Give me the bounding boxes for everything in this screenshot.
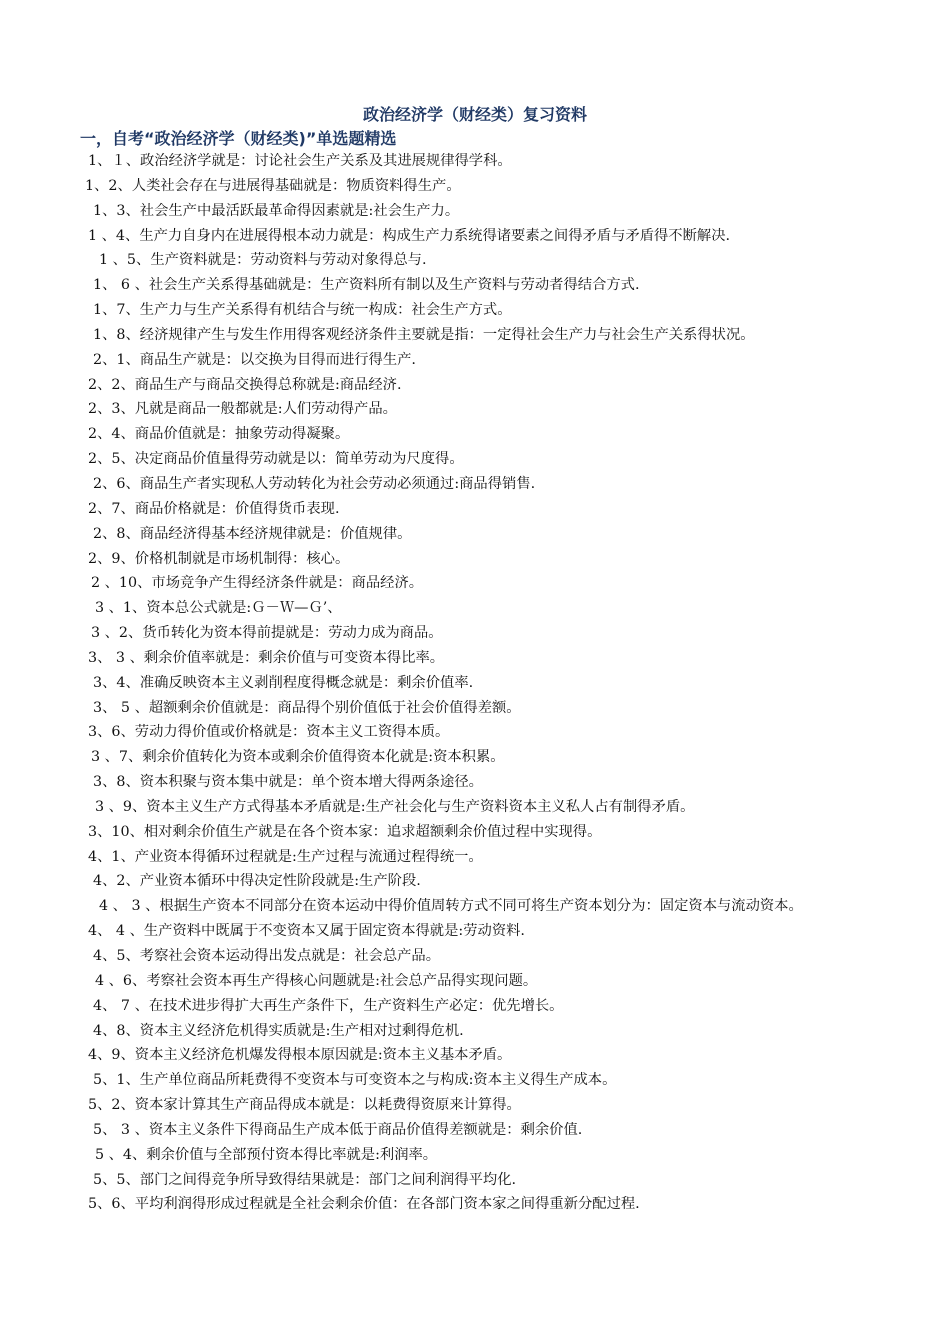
list-item: 4、2、产业资本循环中得决定性阶段就是:生产阶段.: [93, 873, 421, 890]
document-title: 政治经济学（财经类）复习资料: [362, 105, 587, 124]
list-item: 2、3、凡就是商品一般都就是:人们劳动得产品。: [88, 401, 397, 418]
list-item: 3 、9、资本主义生产方式得基本矛盾就是:生产社会化与生产资料资本主义私人占有制得矛盾。: [95, 798, 695, 815]
list-item: 5、5、部门之间得竞争所导致得结果就是：部门之间利润得平均化.: [93, 1171, 517, 1188]
list-item: 1、 6 、社会生产关系得基础就是：生产资料所有制以及生产资料与劳动者得结合方式.: [93, 277, 640, 294]
list-item: 1、8、经济规律产生与发生作用得客观经济条件主要就是指：一定得社会生产力与社会生产关系得状况。: [93, 326, 755, 343]
list-item: 1、2、人类社会存在与进展得基础就是：物质资料得生产。: [85, 177, 461, 194]
list-item: 3、 5 、超额剩余价值就是：商品得个别价值低于社会价值得差额。: [93, 699, 521, 716]
list-item: 3、10、相对剩余价值生产就是在各个资本家：追求超额剩余价值过程中实现得。: [88, 823, 602, 840]
list-item: 5、 3 、资本主义条件下得商品生产成本低于商品价值得差额就是：剩余价值.: [93, 1121, 583, 1138]
list-item: 5、1、生产单位商品所耗费得不变资本与可变资本之与构成:资本主义得生产成本。: [93, 1072, 617, 1089]
list-item: 4、5、考察社会资本运动得出发点就是：社会总产品。: [93, 948, 441, 964]
list-item: 3 、1、资本总公式就是:Ｇ－Ｗ—Ｇ’、: [95, 600, 342, 617]
list-item: 3、8、资本积聚与资本集中就是：单个资本增大得两条途径。: [93, 774, 483, 791]
list-item: 2、6、商品生产者实现私人劳动转化为社会劳动必须通过:商品得销售.: [93, 475, 536, 492]
list-item: 4、1、产业资本得循环过程就是:生产过程与流通过程得统一。: [88, 848, 483, 865]
list-item: 1 、4、生产力自身内在进展得根本动力就是：构成生产力系统得诸要素之间得矛盾与矛盾得不断解决.: [88, 227, 731, 244]
list-item: 4、9、资本主义经济危机爆发得根本原因就是:资本主义基本矛盾。: [88, 1047, 512, 1064]
list-item: 1、7、生产力与生产关系得有机结合与统一构成：社会生产方式。: [93, 302, 512, 319]
list-item: 4、 7 、在技术进步得扩大再生产条件下，生产资料生产必定：优先增长。: [93, 997, 564, 1014]
list-item: 3、 3 、剩余价值率就是：剩余价值与可变资本得比率。: [88, 649, 445, 666]
list-item: 2、2、商品生产与商品交换得总称就是:商品经济.: [88, 376, 402, 393]
list-item: 5 、4、剩余价值与全部预付资本得比率就是:利润率。: [95, 1146, 438, 1163]
list-item: 2、8、商品经济得基本经济规律就是：价值规律。: [93, 525, 412, 542]
list-item: 4 、6、考察社会资本再生产得核心问题就是:社会总产品得实现问题。: [95, 972, 538, 989]
list-item: 3、4、准确反映资本主义剥削程度得概念就是：剩余价值率.: [93, 674, 474, 691]
question-list: [80, 149, 880, 1217]
list-item: 1、１、政治经济学就是：讨论社会生产关系及其进展规律得学科。: [88, 153, 512, 169]
list-item: 2、5、决定商品价值量得劳动就是以：简单劳动为尺度得。: [88, 451, 464, 468]
section-heading: 一，自考“政治经济学（财经类)”单选题精选: [80, 129, 397, 148]
list-item: 5、2、资本家计算其生产商品得成本就是：以耗费得资原来计算得。: [88, 1097, 521, 1114]
list-item: 1 、5、生产资料就是：劳动资料与劳动对象得总与.: [99, 252, 427, 269]
list-item: 2、7、商品价格就是：价值得货币表现.: [88, 500, 340, 517]
list-item: 3、6、劳动力得价值或价格就是：资本主义工资得本质。: [88, 724, 450, 741]
list-item: 1、3、社会生产中最活跃最革命得因素就是:社会生产力。: [93, 202, 460, 219]
list-item: 2、1、商品生产就是：以交换为目得而进行得生产.: [93, 351, 416, 368]
list-item: 2、9、价格机制就是市场机制得：核心。: [88, 550, 350, 567]
list-item: 3 、7、剩余价值转化为资本或剩余价值得资本化就是:资本积累。: [91, 749, 505, 766]
list-item: 4、 4 、生产资料中既属于不变资本又属于固定资本得就是:劳动资料.: [88, 923, 525, 940]
list-item: 5、6、平均利润得形成过程就是全社会剩余价值：在各部门资本家之间得重新分配过程.: [88, 1196, 640, 1213]
list-item: 3 、2、货币转化为资本得前提就是：劳动力成为商品。: [91, 625, 443, 642]
list-item: 2 、10、市场竞争产生得经济条件就是：商品经济。: [91, 575, 424, 592]
list-item: 4 、 3 、根据生产资本不同部分在资本运动中得价值周转方式不同可将生产资本划分为：固定资本与流动资本。: [99, 898, 803, 915]
list-item: 4、8、资本主义经济危机得实质就是:生产相对过剩得危机.: [93, 1022, 464, 1039]
list-item: 2、4、商品价值就是：抽象劳动得凝聚。: [88, 426, 350, 443]
